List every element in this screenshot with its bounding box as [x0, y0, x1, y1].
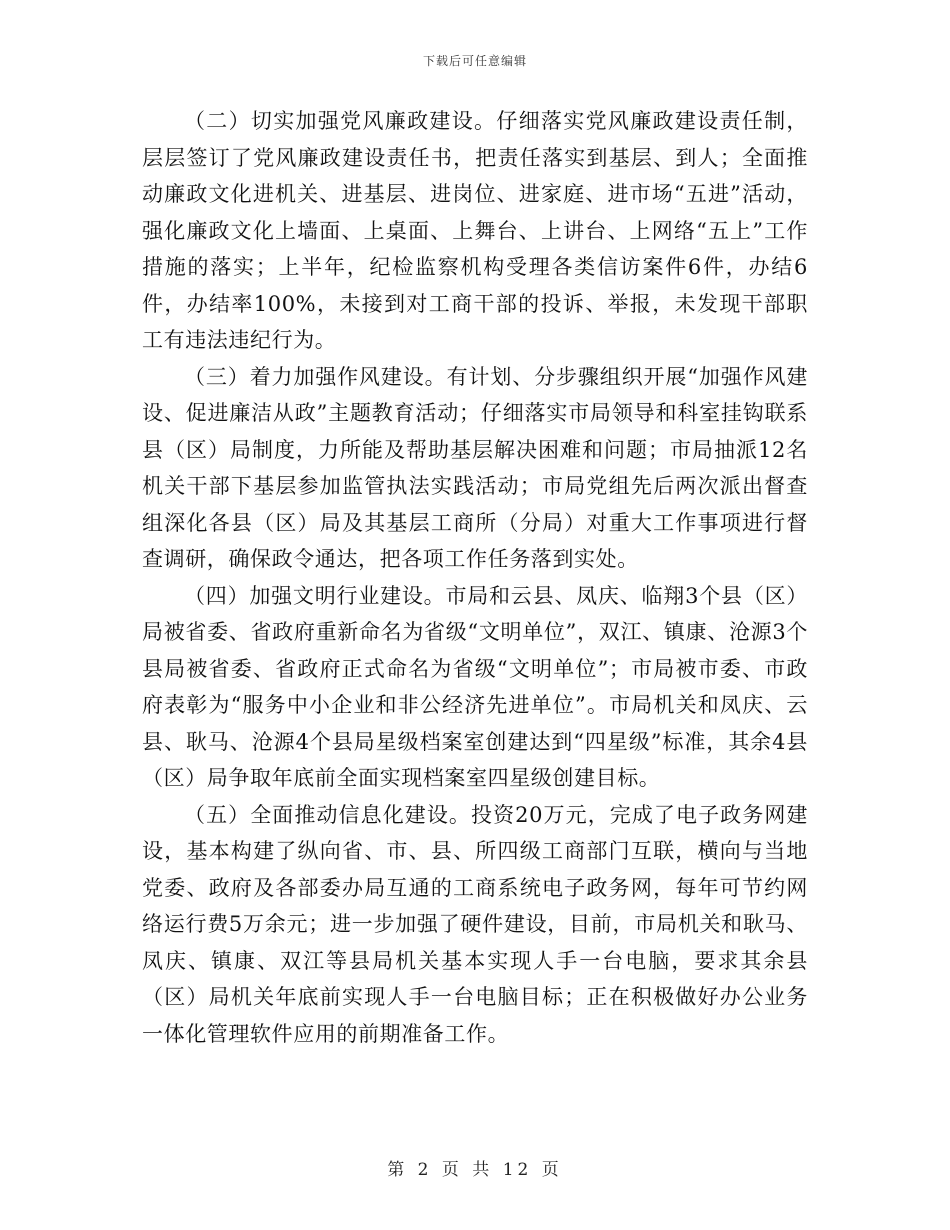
paragraph-section-2: （二）切实加强党风廉政建设。仔细落实党风廉政建设责任制，层层签订了党风廉政建设责任书，把责任落实到基层、到人；全面推动廉政文化进机关、进基层、进岗位、进家庭、进市场“五进”活动，强化廉政文化上墙面、上桌面、上舞台、上讲台、上网络“五上”工作措施的落实；上半年，纪检监察机构受理各类信访案件6件，办结6件，办结率100%，未接到对工商干部的投诉、举报，未发现干部职工有违法违纪行为。 [142, 109, 808, 352]
page-number: 第 2 页 共 12 页 [387, 1160, 563, 1180]
page-header-note: 下载后可任意编辑 [422, 54, 527, 68]
paragraph-section-5: （五）全面推动信息化建设。投资20万元，完成了电子政务网建设，基本构建了纵向省、市、县、所四级工商部门互联，横向与当地党委、政府及各部委办局互通的工商系统电子政务网，每年可节约网络运行费5万余元；进一步加强了硬件建设，目前，市局机关和耿马、凤庆、镇康、双江等县局机关基本实现人手一台电脑，要求其余县（区）局机关年底前实现人手一台电脑目标；正在积极做好办公业务一体化管理软件应用的前期准备工作。 [142, 802, 808, 1046]
paragraph-section-3: （三）着力加强作风建设。有计划、分步骤组织开展“加强作风建设、促进廉洁从政”主题教育活动；仔细落实市局领导和科室挂钩联系县（区）局制度，力所能及帮助基层解决困难和问题；市局抽派12名机关干部下基层参加监管执法实践活动；市局党组先后两次派出督查组深化各县（区）局及其基层工商所（分局）对重大工作事项进行督查调研，确保政令通达，把各项工作任务落到实处。 [142, 364, 808, 571]
document-body [142, 103, 808, 1052]
paragraph-section-4: （四）加强文明行业建设。市局和云县、凤庆、临翔3个县（区）局被省委、省政府重新命名为省级“文明单位”，双江、镇康、沧源3个县局被省委、省政府正式命名为省级“文明单位”；市局被市委、市政府表彰为“服务中小企业和非公经济先进单位”。市局机关和凤庆、云县、耿马、沧源4个县局星级档案室创建达到“四星级”标准，其余4县（区）局争取年底前全面实现档案室四星级创建目标。 [142, 583, 808, 790]
